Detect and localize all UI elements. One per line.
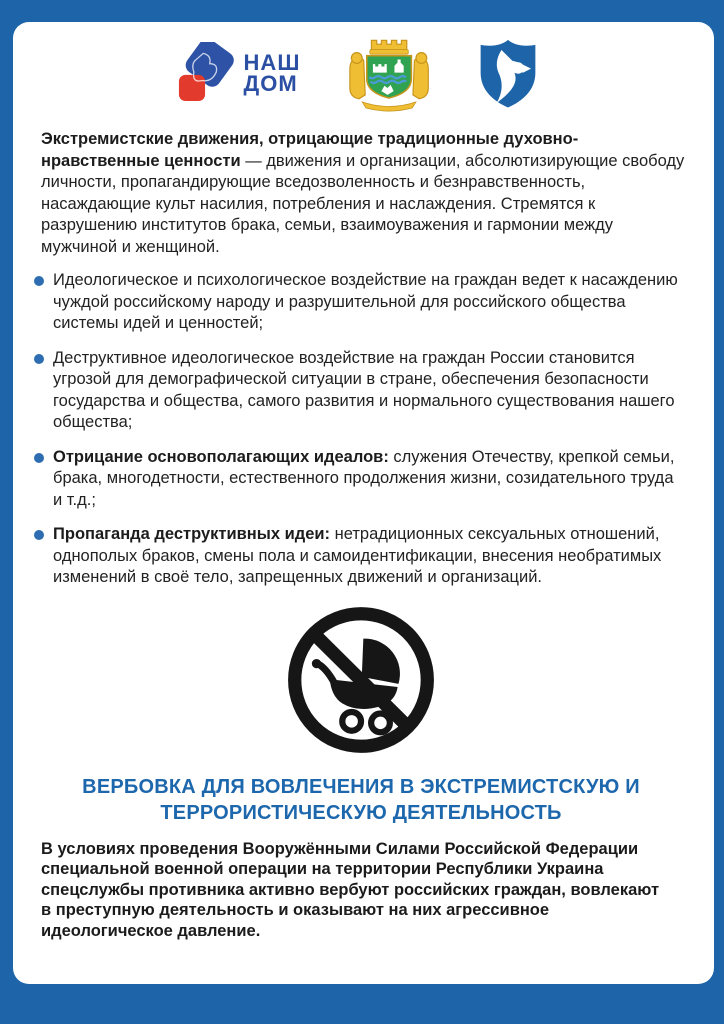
- footer-paragraph: В условиях проведения Вооружёнными Силами Российской Федерации специальной военной операции на территории Республики Украина спецслужбы противника активно вербуют российских граждан, вовлекают в преступную деятельность и оказывают на них агрессивное идеологическое давление.: [41, 839, 660, 940]
- bullet-bold-3: Отрицание основополагающих идеалов:: [53, 447, 389, 466]
- bullet-rest-3: служения Отечеству, крепкой семьи, брака, многодетности, естественного продолжения жизни, созидательного труда и т.д.;: [53, 447, 675, 509]
- bullet-text-4: [53, 524, 681, 589]
- intro-rest-text: — движения и организации, абсолютизирующие свободу личности, пропагандирующие вседозволенность и безнравственность, насаждающие культ насилия, потребления и наслаждения. Стремятся к разрушению институтов брака, семьи, взаимоуважения и гармонии между мужчиной и женщиной.: [41, 151, 685, 256]
- shield-dove-icon: [472, 34, 544, 112]
- nash-dom-word-1: НАШ: [243, 50, 301, 75]
- section-heading: ВЕРБОВКА ДЛЯ ВОВЛЕЧЕНИЯ В ЭКСТРЕМИСТСКУЮ И ТЕРРОРИСТИЧЕСКУЮ ДЕЯТЕЛЬНОСТЬ: [82, 775, 640, 824]
- bullet-item-2: [28, 348, 694, 434]
- bullet-dot-icon: [34, 354, 44, 364]
- bullet-dot-icon: [34, 276, 44, 286]
- city-coat-of-arms-icon: [336, 32, 436, 114]
- intro-paragraph: [41, 129, 686, 258]
- bullet-item-4: [28, 524, 694, 589]
- bullet-item-3: [28, 447, 694, 512]
- bullet-text-3: [53, 447, 681, 512]
- bullet-rest-1: Идеологическое и психологическое воздействие на граждан ведет к насаждению чуждой российскому народу и разрушительной для российского общества системы идей и ценностей;: [53, 271, 678, 332]
- bullet-text-1: [53, 270, 681, 335]
- leaflet-card: [13, 22, 714, 984]
- bullet-dot-icon: [34, 530, 44, 540]
- bullet-text-2: [53, 348, 681, 434]
- nash-dom-wordmark: [244, 52, 301, 94]
- no-baby-stroller-icon: [283, 602, 439, 758]
- no-stroller-sign: [28, 602, 694, 758]
- logo-row: [28, 30, 694, 116]
- bullet-item-1: [28, 270, 694, 335]
- intro-bold-text: Экстремистские движения, отрицающие традиционные духовно-нравственные ценности: [41, 130, 579, 170]
- bullet-list: [28, 270, 694, 589]
- bullet-bold-4: Пропаганда деструктивных идеи:: [53, 525, 331, 543]
- nash-dom-house-icon: [178, 42, 234, 104]
- bullet-rest-2: Деструктивное идеологическое воздействие на граждан России становится угрозой для демографической ситуации в стране, обеспечения безопасности государства и общества, самого развития и нормального существования нашего общества;: [53, 348, 675, 431]
- nash-dom-word-2: ДОМ: [243, 71, 298, 96]
- bullet-rest-4: нетрадиционных сексуальных отношений, однополых браков, смены пола и самоидентификации, внесения необратимых изменений в своё тело, запрещенных движений и организаций.: [53, 525, 662, 586]
- bullet-dot-icon: [34, 453, 44, 463]
- nash-dom-logo: [178, 42, 301, 104]
